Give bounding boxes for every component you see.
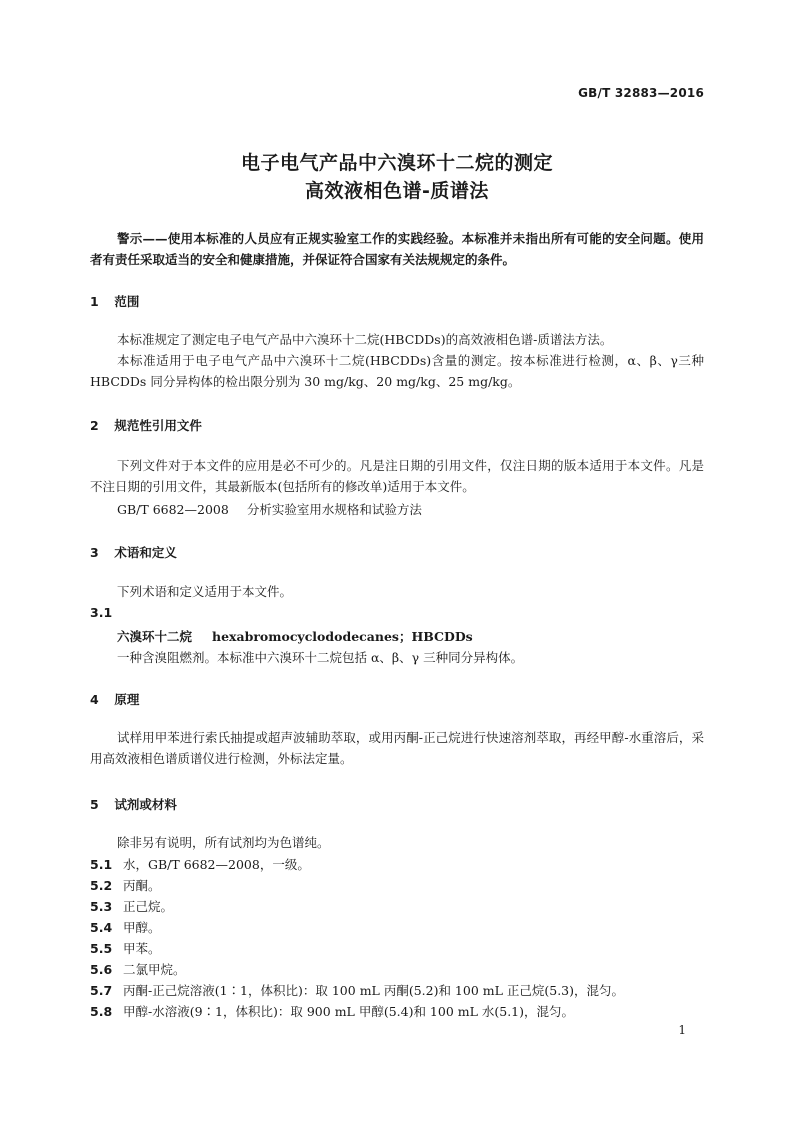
section-2-paragraph-1: 下列文件对于本文件的应用是必不可少的。凡是注日期的引用文件，仅注日期的版本适用于本文件。凡是不注日期的引用文件，其最新版本(包括所有的修改单)适用于本文件。: [90, 458, 704, 494]
item-text: 丙酮-正己烷溶液(1∶1，体积比)：取 100 mL 丙酮(5.2)和 100 mL 正己烷(5.3)，混匀。: [123, 983, 625, 998]
document-title-line2: 高效液相色谱-质谱法: [305, 180, 489, 202]
section-4-heading: [90, 690, 139, 708]
section-title: 范围: [114, 294, 140, 309]
item-number: 5.8: [90, 1004, 113, 1019]
term-english: hexabromocyclododecanes；HBCDDs: [212, 629, 473, 644]
term-entry: [117, 627, 473, 645]
section-1-paragraph-1: 本标准规定了测定电子电气产品中六溴环十二烷(HBCDDs)的高效液相色谱-质谱法方法。: [117, 332, 613, 347]
page-number: 1: [678, 1023, 686, 1037]
warning-paragraph: 警示——使用本标准的人员应有正规实验室工作的实践经验。本标准并未指出所有可能的安全问题。使用者有责任采取适当的安全和健康措施，并保证符合国家有关法规规定的条件。: [90, 231, 704, 267]
list-item: [90, 939, 161, 957]
subsection-number: 3.1: [90, 605, 113, 620]
item-number: 5.1: [90, 857, 113, 872]
item-text: 甲醇-水溶液(9∶1，体积比)：取 900 mL 甲醇(5.4)和 100 mL 水(5.1)，混匀。: [123, 1004, 575, 1019]
item-text: 甲醇。: [123, 920, 161, 935]
item-number: 5.6: [90, 962, 113, 977]
section-title: 规范性引用文件: [114, 418, 202, 433]
section-number: 5: [90, 797, 99, 812]
item-number: 5.3: [90, 899, 113, 914]
section-3-heading: [90, 543, 177, 561]
list-item: [90, 897, 173, 915]
reference-title: 分析实验室用水规格和试验方法: [246, 502, 422, 517]
section-number: 3: [90, 545, 99, 560]
section-4-paragraph-1: 试样用甲苯进行索氏抽提或超声波辅助萃取，或用丙酮-正己烷进行快速溶剂萃取，再经甲醇-水重溶后，采用高效液相色谱质谱仪进行检测，外标法定量。: [90, 730, 704, 766]
item-number: 5.2: [90, 878, 113, 893]
section-5-paragraph-1: 除非另有说明，所有试剂均为色谱纯。: [117, 835, 330, 850]
section-1-paragraph-2: 本标准适用于电子电气产品中六溴环十二烷(HBCDDs)含量的测定。按本标准进行检测，α、β、γ三种 HBCDDs 同分异构体的检出限分别为 30 mg/kg、20 mg/kg、25 mg/kg。: [90, 353, 704, 389]
section-title: 术语和定义: [114, 545, 177, 560]
section-3-paragraph-1: 下列术语和定义适用于本文件。: [117, 584, 293, 599]
term-definition: 一种含溴阻燃剂。本标准中六溴环十二烷包括 α、β、γ 三种同分异构体。: [117, 650, 524, 665]
normative-reference: [117, 500, 422, 518]
item-number: 5.7: [90, 983, 113, 998]
section-title: 原理: [114, 692, 140, 707]
item-text: 水，GB/T 6682—2008，一级。: [123, 857, 310, 872]
list-item: [90, 981, 624, 999]
list-item: [90, 1002, 574, 1020]
item-text: 二氯甲烷。: [123, 962, 186, 977]
list-item: [90, 876, 161, 894]
term-chinese: 六溴环十二烷: [117, 629, 193, 644]
section-title: 试剂或材料: [114, 797, 177, 812]
standard-code: GB/T 32883—2016: [578, 86, 704, 100]
list-item: [90, 960, 186, 978]
list-item: [90, 855, 310, 873]
list-item: [90, 918, 161, 936]
section-number: 4: [90, 692, 99, 707]
item-number: 5.4: [90, 920, 113, 935]
item-text: 甲苯。: [123, 941, 161, 956]
item-number: 5.5: [90, 941, 113, 956]
reference-code: GB/T 6682—2008: [117, 502, 229, 517]
item-text: 丙酮。: [123, 878, 161, 893]
item-text: 正己烷。: [123, 899, 174, 914]
document-title-line1: 电子电气产品中六溴环十二烷的测定: [240, 152, 553, 174]
section-2-heading: [90, 416, 202, 434]
section-1-heading: [90, 292, 139, 310]
section-5-heading: [90, 795, 177, 813]
section-number: 1: [90, 294, 99, 309]
section-number: 2: [90, 418, 99, 433]
